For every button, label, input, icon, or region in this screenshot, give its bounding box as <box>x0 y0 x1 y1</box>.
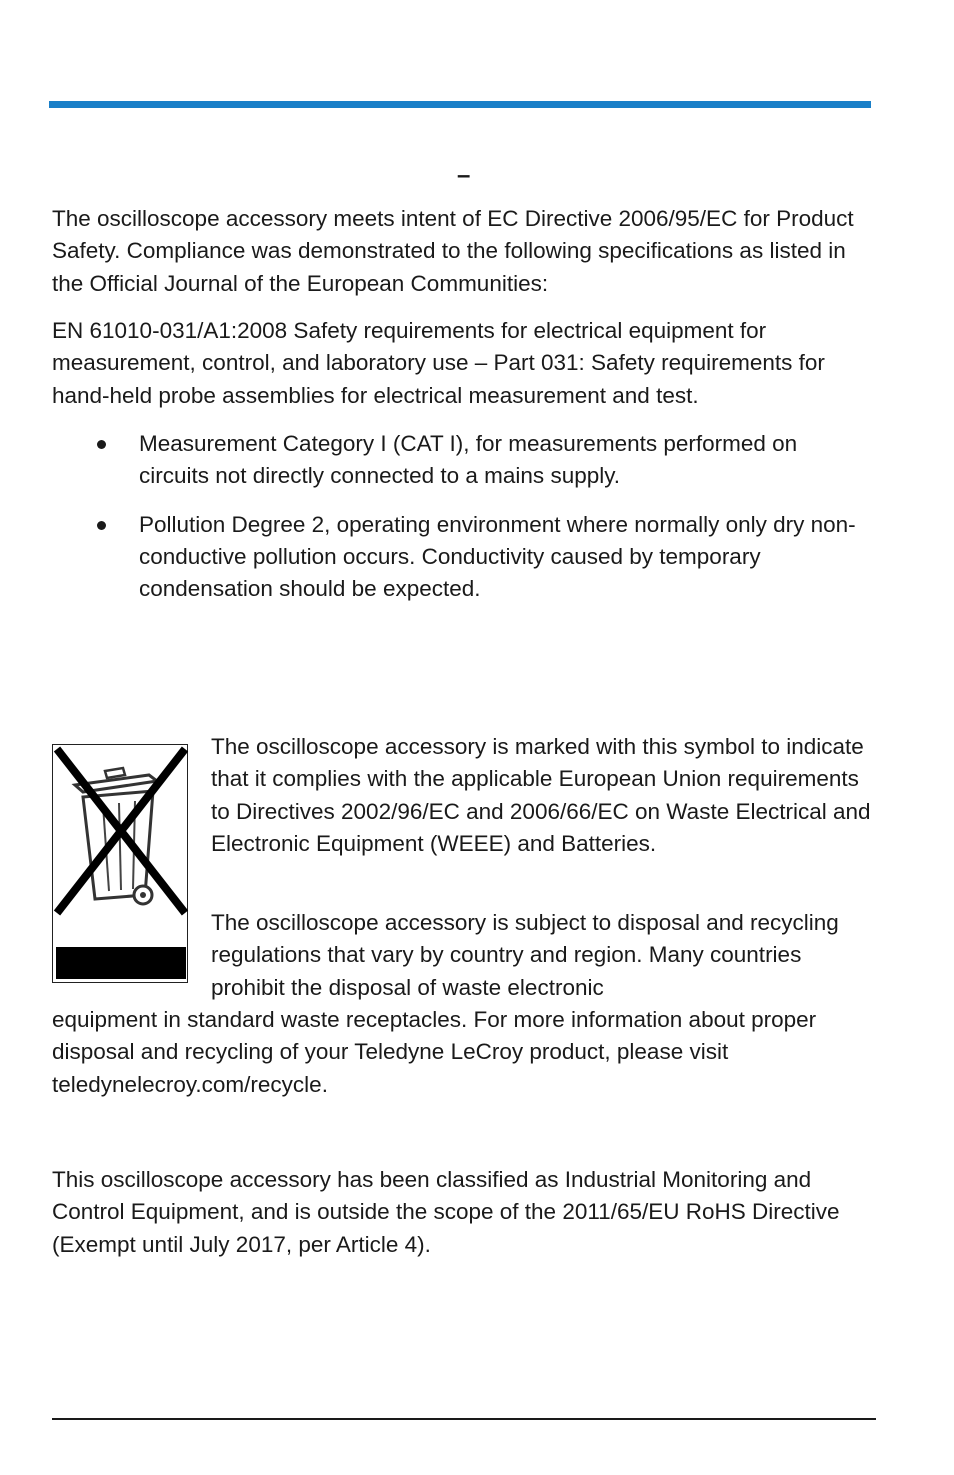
weee-compliance-paragraph: The oscilloscope accessory is marked with this symbol to indicate that it complies with the applicable European Union requirements to Directives 2002/96/EC and 2006/66/EC on Waste Electrical and Electronic Equipment (WEEE) and Batteries. <box>211 734 871 856</box>
weee-disposal-paragraph-continued: equipment in standard waste receptacles. For more information about proper disposal and recycling of your Teledyne LeCroy product, please visit teledynelecroy.com/recycle. <box>52 1007 817 1097</box>
bullet-icon <box>97 521 106 530</box>
heading-dash: – <box>457 162 471 189</box>
rohs-paragraph: This oscilloscope accessory has been classified as Industrial Monitoring and Control Equipment, and is outside the scope of the 2011/65/EU RoHS Directive (Exempt until July 2017, per Article 4). <box>52 1167 840 1257</box>
crossed-out-wheelie-bin-icon <box>52 744 188 983</box>
safety-standard-paragraph: EN 61010-031/A1:2008 Safety requirements for electrical equipment for measurement, control, and laboratory use – Part 031: Safety requirements for hand-held probe assemblies for electrical measurement and test. <box>52 318 825 408</box>
bullet-text: Measurement Category I (CAT I), for measurements performed on circuits not directly connected to a mains supply. <box>139 431 798 489</box>
list-item <box>0 428 859 493</box>
list-item <box>0 509 859 606</box>
footer-rule <box>52 1418 876 1420</box>
bullet-icon <box>97 440 106 449</box>
safety-intro-paragraph: The oscilloscope accessory meets intent of EC Directive 2006/95/EC for Product Safety. Compliance was demonstrated to the following specifications as listed in the Official Journal of the European Communities: <box>52 206 854 296</box>
weee-disposal-paragraph: The oscilloscope accessory is subject to disposal and recycling regulations that vary by country and region. Many countries prohibit the disposal of waste electronic <box>211 910 839 1000</box>
bullet-text: Pollution Degree 2, operating environment where normally only dry non-conductive pollution occurs. Conductivity caused by temporary condensation should be expected. <box>139 511 856 602</box>
header-accent-rule <box>49 101 871 108</box>
safety-bullet-list <box>0 428 954 621</box>
